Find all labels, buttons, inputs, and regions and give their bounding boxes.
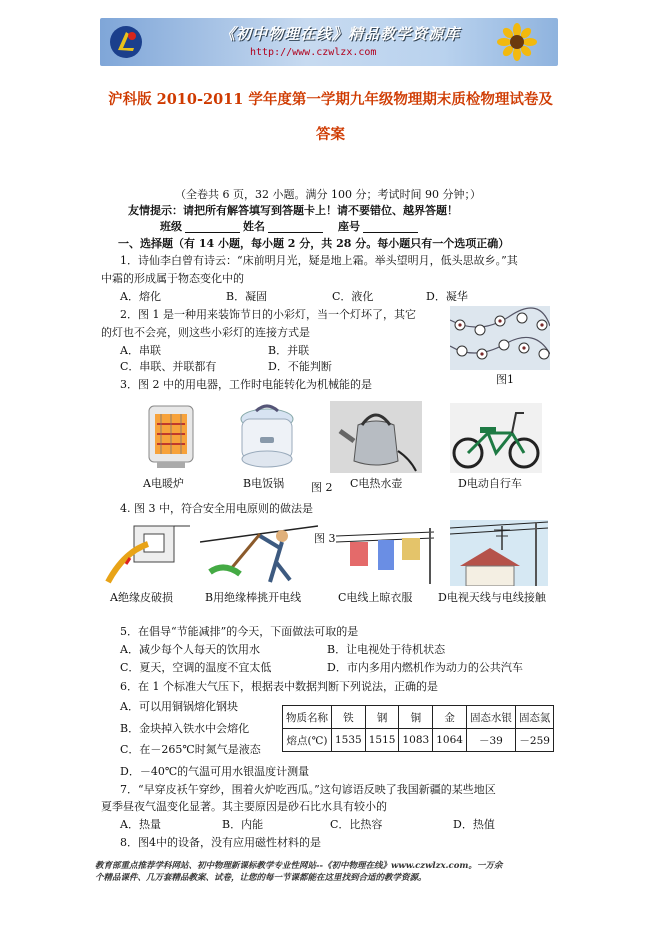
table-header-cell: 钢 bbox=[365, 706, 399, 729]
figure2-caption: 图 2 bbox=[311, 481, 333, 494]
q7-option-a: A．热量 bbox=[120, 818, 161, 831]
table-header-cell: 固态氮 bbox=[515, 706, 554, 729]
exam-info: （全卷共 6 页，32 小题。满分 100 分；考试时间 90 分钟；） bbox=[175, 188, 481, 201]
q2-stem: 2．图 1 是一种用来装饰节日的小彩灯，当一个灯坏了，其它 bbox=[120, 308, 416, 321]
electric-kettle-figure bbox=[330, 401, 422, 473]
q3-stem: 3．图 2 中的用电器，工作时电能转化为机械能的是 bbox=[120, 378, 372, 391]
name-blank[interactable] bbox=[268, 232, 323, 233]
q6-option-c: C．在－265℃时氮气是液态 bbox=[120, 743, 261, 756]
q1-option-d: D．凝华 bbox=[426, 290, 468, 303]
q7-stem-cont: 夏季昼夜气温变化显著。其主要原因是砂石比水具有较小的 bbox=[101, 800, 387, 813]
q5-option-c: C．夏天，空调的温度不宜太低 bbox=[120, 661, 272, 674]
site-logo-icon bbox=[108, 24, 144, 60]
table-cell: 1515 bbox=[365, 729, 399, 752]
q4-stem: 4. 图 3 中，符合安全用电原则的做法是 bbox=[120, 502, 313, 515]
q2-option-a: A．串联 bbox=[120, 344, 161, 357]
page-title-cont: 答案 bbox=[316, 126, 345, 143]
table-cell: 1064 bbox=[433, 729, 467, 752]
electric-heater-figure bbox=[143, 402, 199, 472]
q3-option-a: A电暖炉 bbox=[143, 477, 184, 490]
q3-option-c: C电热水壶 bbox=[350, 477, 403, 490]
q6-stem: 6．在 1 个标准大气压下，根据表中数据判断下列说法，正确的是 bbox=[120, 680, 438, 693]
table-cell: －259 bbox=[515, 729, 554, 752]
q4-option-a: A绝缘皮破损 bbox=[110, 591, 173, 604]
q1-stem-cont: 中霜的形成属于物态变化中的 bbox=[101, 272, 244, 285]
q1-option-b: B．凝固 bbox=[226, 290, 268, 303]
seat-blank[interactable] bbox=[363, 232, 418, 233]
table-header-cell: 铁 bbox=[332, 706, 366, 729]
q6-option-b: B．金块掉入铁水中会熔化 bbox=[120, 722, 250, 735]
q7-option-b: B．内能 bbox=[222, 818, 264, 831]
table-header-cell: 固态水银 bbox=[466, 706, 515, 729]
table-header-cell: 金 bbox=[433, 706, 467, 729]
seat-label: 座号 bbox=[338, 220, 360, 233]
table-header-cell: 物质名称 bbox=[283, 706, 332, 729]
stick-wire-figure bbox=[200, 522, 318, 584]
melting-point-table bbox=[282, 705, 554, 752]
q5-option-a: A．减少每个人每天的饮用水 bbox=[120, 643, 260, 656]
q4-option-b: B用绝缘棒挑开电线 bbox=[205, 591, 302, 604]
q5-option-b: B．让电视处于待机状态 bbox=[327, 643, 446, 656]
q7-option-d: D．热值 bbox=[453, 818, 495, 831]
tip-text: 友情提示：请把所有解答填写到答题卡上！请不要错位、越界答题！ bbox=[128, 204, 458, 217]
footer-line: 个精品课件、几万套精品教案、试卷，让您的每一节课都能在这里找到合适的教学资源。 bbox=[95, 873, 427, 883]
table-row bbox=[283, 729, 554, 752]
q2-stem-cont: 的灯也不会亮，则这些小彩灯的连接方式是 bbox=[101, 326, 310, 339]
q7-option-c: C．比热容 bbox=[330, 818, 383, 831]
figure3-caption: 图 3 bbox=[314, 532, 336, 545]
electric-bicycle-figure bbox=[450, 403, 542, 473]
q2-option-b: B．并联 bbox=[268, 344, 310, 357]
tv-antenna-figure bbox=[450, 520, 548, 586]
section1-heading: 一、选择题（有 14 小题，每小题 2 分，共 28 分。每小题只有一个选项正确） bbox=[118, 237, 510, 250]
table-cell: 1535 bbox=[332, 729, 366, 752]
footer-line: 教育部重点推荐学科网站、初中物理新课标教学专业性网站--《初中物理在线》www.czwlzx.com。一万余 bbox=[95, 861, 503, 871]
q4-option-c: C电线上晾衣服 bbox=[338, 591, 413, 604]
q3-option-b: B电饭锅 bbox=[243, 477, 285, 490]
site-banner bbox=[100, 18, 558, 66]
table-header-row bbox=[283, 706, 554, 729]
banner-title: 《初中物理在线》精品教学资源库 bbox=[220, 25, 461, 43]
rice-cooker-figure bbox=[236, 401, 298, 473]
q1-option-a: A．熔化 bbox=[120, 290, 161, 303]
damaged-plug-figure bbox=[104, 522, 190, 584]
string-lights-figure bbox=[450, 306, 550, 370]
q1-stem: 1．诗仙李白曾有诗云：“床前明月光，疑是地上霜。举头望明月，低头思故乡。”其 bbox=[120, 254, 518, 267]
sunflower-icon bbox=[495, 22, 539, 62]
table-cell: 熔点(℃) bbox=[283, 729, 332, 752]
name-label: 姓名 bbox=[243, 220, 265, 233]
table-header-cell: 铜 bbox=[399, 706, 433, 729]
q1-option-c: C．液化 bbox=[332, 290, 374, 303]
table-cell: 1083 bbox=[399, 729, 433, 752]
banner-url[interactable]: http://www.czwlzx.com bbox=[250, 47, 377, 58]
q2-option-c: C．串联、并联都有 bbox=[120, 360, 217, 373]
q5-stem: 5．在倡导“节能减排”的今天，下面做法可取的是 bbox=[120, 625, 359, 638]
q3-option-d: D电动自行车 bbox=[458, 477, 522, 490]
q6-option-d: D．－40℃的气温可用水银温度计测量 bbox=[120, 765, 310, 778]
table-cell: －39 bbox=[466, 729, 515, 752]
page-footer bbox=[95, 860, 565, 884]
q7-stem: 7．“早穿皮袄午穿纱，围着火炉吃西瓜。”这句谚语反映了我国新疆的某些地区 bbox=[120, 783, 496, 796]
q4-option-d: D电视天线与电线接触 bbox=[438, 591, 546, 604]
clothes-on-wire-figure bbox=[336, 522, 434, 584]
page-title: 沪科版 2010-2011 学年度第一学期九年级物理期末质检物理试卷及 bbox=[108, 91, 553, 108]
class-blank[interactable] bbox=[185, 232, 240, 233]
q6-option-a: A．可以用铜锅熔化钢块 bbox=[120, 700, 238, 713]
figure1-caption: 图1 bbox=[496, 373, 514, 386]
q5-option-d: D．市内多用内燃机作为动力的公共汽车 bbox=[327, 661, 523, 674]
q2-option-d: D．不能判断 bbox=[268, 360, 332, 373]
class-label: 班级 bbox=[160, 220, 182, 233]
q8-stem: 8．图4中的设备，没有应用磁性材料的是 bbox=[120, 836, 321, 849]
